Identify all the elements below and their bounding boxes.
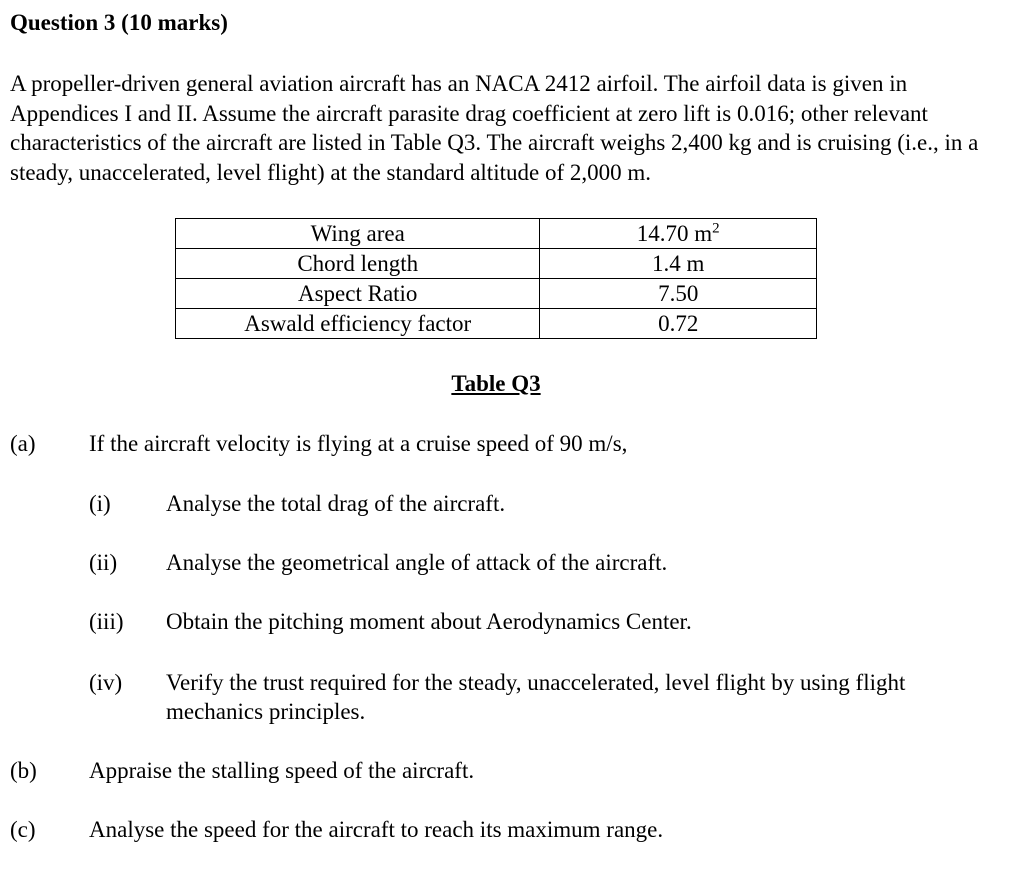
table-cell-value: 0.72 — [540, 309, 817, 339]
part-c-text: Analyse the speed for the aircraft to reach its maximum range. — [89, 817, 664, 842]
table-row — [176, 279, 817, 309]
table-cell-property: Aspect Ratio — [176, 279, 540, 309]
table-cell-property: Wing area — [176, 219, 540, 249]
part-a-text: If the aircraft velocity is flying at a cruise speed of 90 m/s, — [89, 431, 628, 456]
question-intro: A propeller-driven general aviation aircraft has an NACA 2412 airfoil. The airfoil data is given in Appendices I and II. Assume the aircraft parasite drag coefficient at zero lift is 0.016; other relevant characteristics of the aircraft are listed in Table Q3. The aircraft weighs 2,400 kg and is cruising (i.e., in a steady, unaccelerated, level flight) at the standard altitude of 2,000 m. — [10, 71, 979, 185]
part-c-label: (c) — [10, 817, 36, 842]
subpart-iii-label: (iii) — [89, 609, 124, 634]
subpart-iii-text: Obtain the pitching moment about Aerodynamics Center. — [166, 609, 692, 634]
subpart-iv-text: Verify the trust required for the steady, unaccelerated, level flight by using flight mechanics principles. — [166, 670, 906, 724]
wing-area-value: 14.70 m — [636, 221, 713, 246]
subpart-ii-text: Analyse the geometrical angle of attack of the aircraft. — [166, 550, 668, 575]
part-b-text: Appraise the stalling speed of the aircraft. — [89, 758, 475, 783]
subpart-ii-label: (ii) — [89, 550, 118, 575]
table-row — [176, 249, 817, 279]
subpart-i-text: Analyse the total drag of the aircraft. — [166, 491, 506, 516]
unit-exponent: 2 — [712, 220, 720, 237]
table-cell-value — [540, 219, 817, 249]
table-row — [176, 309, 817, 339]
question-heading: Question 3 (10 marks) — [10, 10, 228, 35]
subpart-iv-label: (iv) — [89, 670, 123, 695]
table-cell-value: 7.50 — [540, 279, 817, 309]
part-b-label: (b) — [10, 758, 37, 783]
table-cell-value: 1.4 m — [540, 249, 817, 279]
table-cell-property: Aswald efficiency factor — [176, 309, 540, 339]
table-cell-property: Chord length — [176, 249, 540, 279]
aircraft-specs-table — [175, 218, 817, 339]
table-row — [176, 219, 817, 249]
table-caption: Table Q3 — [451, 371, 541, 396]
part-a-label: (a) — [10, 431, 36, 456]
subpart-i-label: (i) — [89, 491, 111, 516]
